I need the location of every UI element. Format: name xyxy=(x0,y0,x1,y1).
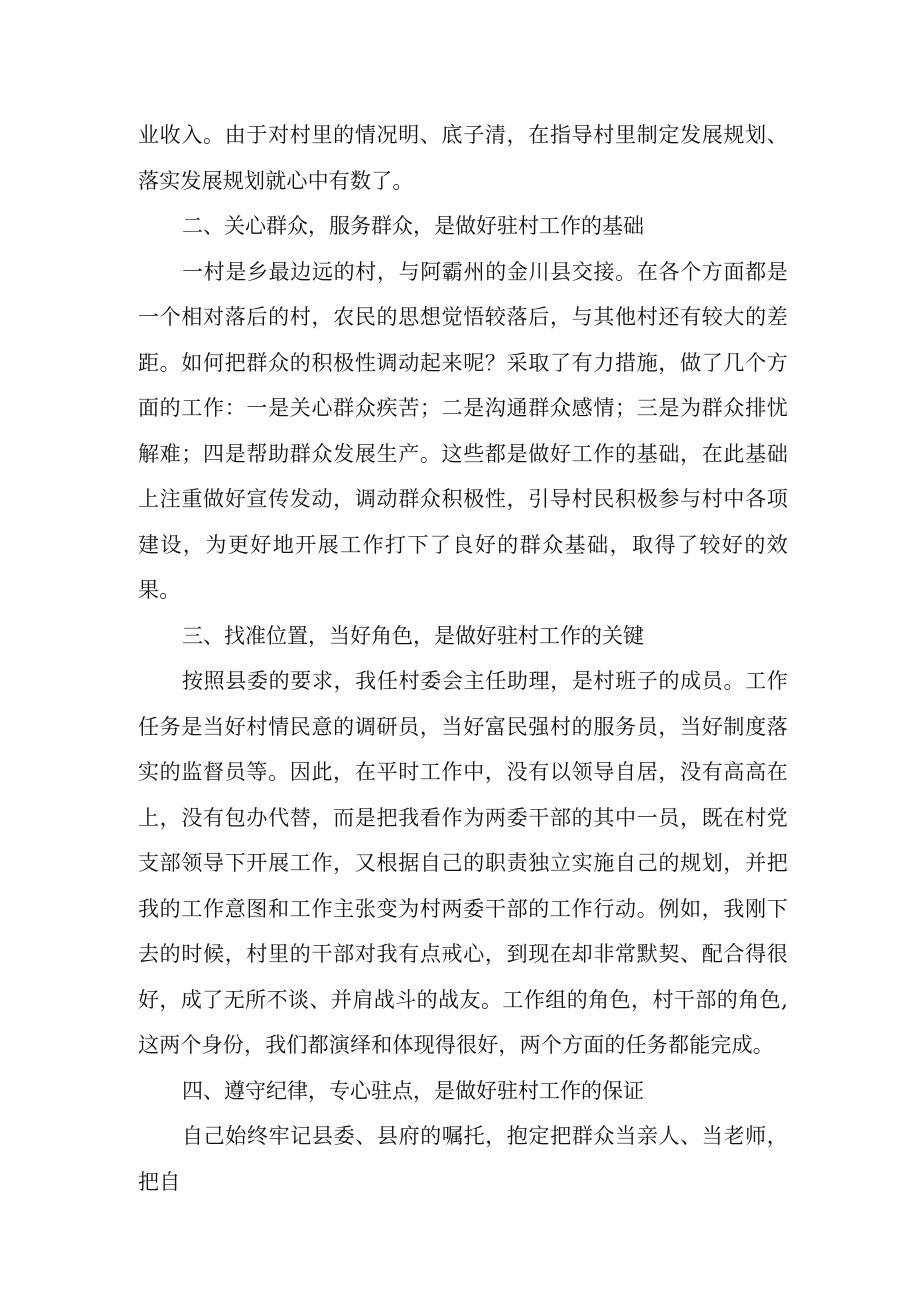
paragraph-continuation: 业收入。由于对村里的情况明、底子清，在指导村里制定发展规划、落实发展规划就心中有数了。 xyxy=(138,123,788,193)
paragraph-section-2: 一村是乡最边远的村，与阿霸州的金川县交接。在各个方面都是一个相对落后的村，农民的思想觉悟较落后，与其他村还有较大的差距。如何把群众的积极性调动起来呢？采取了有力措施，做了几个方面的工作：一是关心群众疾苦；二是沟通群众感情；三是为群众排忧解难；四是帮助群众发展生产。这些都是做好工作的基础，在此基础上注重做好宣传发动，调动群众积极性，引导村民积极参与村中各项建设，为更好地开展工作打下了良好的群众基础，取得了较好的效果。 xyxy=(138,259,788,602)
paragraph-section-4: 自己始终牢记县委、县府的嘱托，抱定把群众当亲人、当老师，把自 xyxy=(138,1124,788,1194)
document-body xyxy=(138,113,788,1205)
section-heading-4: 四、遵守纪律，专心驻点，是做好驻村工作的保证 xyxy=(182,1078,644,1103)
paragraph-section-3: 按照县委的要求，我任村委会主任助理，是村班子的成员。工作任务是当好村情民意的调研员，当好富民强村的服务员，当好制度落实的监督员等。因此，在平时工作中，没有以领导自居，没有高高在上，没有包办代替，而是把我看作为两委干部的其中一员，既在村党支部领导下开展工作，又根据自己的职责独立实施自己的规划，并把我的工作意图和工作主张变为村两委干部的工作行动。例如，我刚下去的时候，村里的干部对我有点戒心，到现在却非常默契、配合得很好，成了无所不谈、并肩战斗的战友。工作组的角色，村干部的角色,这两个身份，我们都演绎和体现得很好，两个方面的任务都能完成。 xyxy=(138,669,788,1057)
section-heading-2: 二、关心群众，服务群众，是做好驻村工作的基础 xyxy=(182,214,644,238)
section-heading-3: 三、找准位置，当好角色，是做好驻村工作的关键 xyxy=(182,623,644,648)
